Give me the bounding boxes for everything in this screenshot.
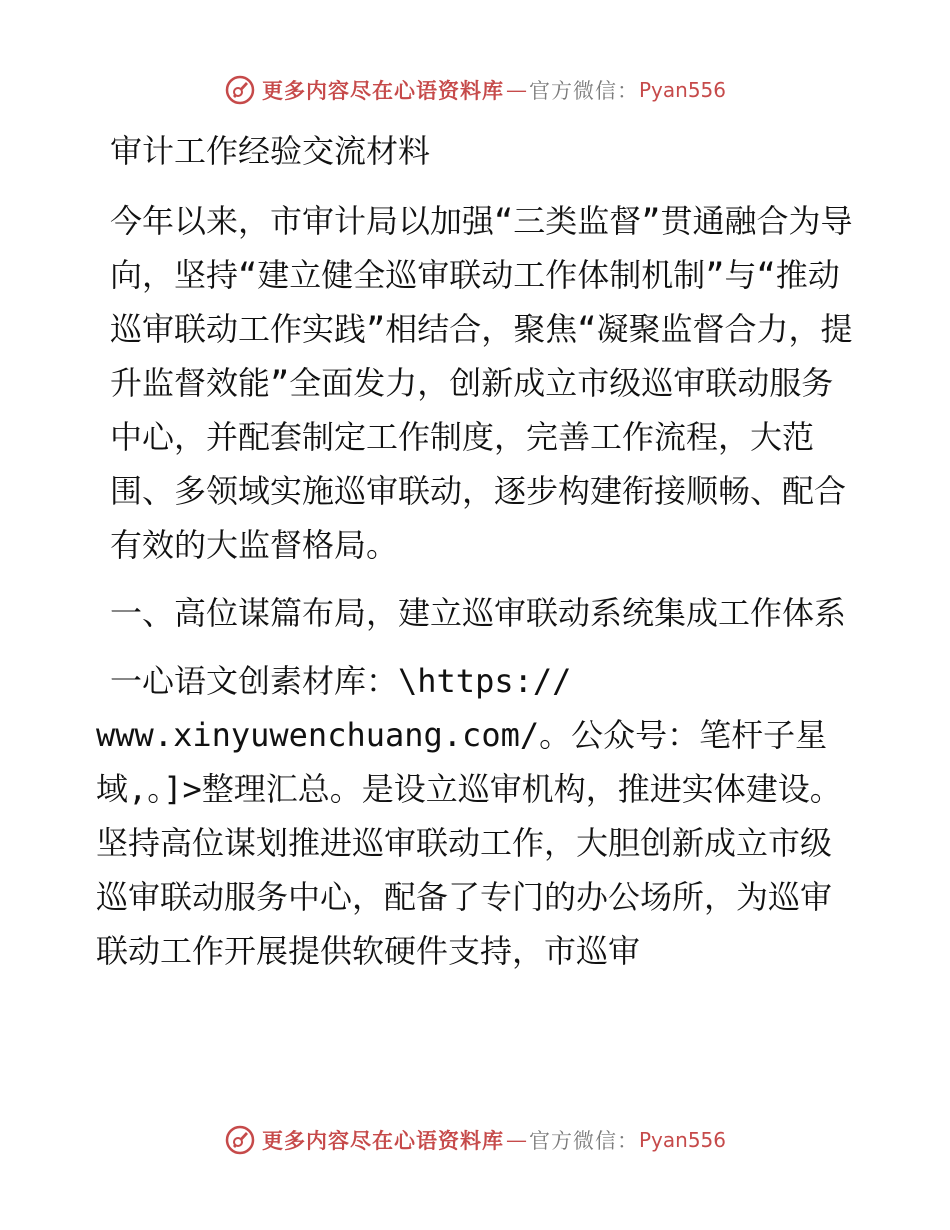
footer-watermark-banner (0, 1120, 950, 1160)
banner-main-text: 更多内容尽在心语资料库 (261, 78, 504, 103)
banner-dash: — (505, 78, 527, 102)
quill-logo-icon (224, 74, 256, 106)
quill-logo-icon (224, 1124, 256, 1156)
banner-wechat-id: Pyan556 (638, 78, 726, 102)
paragraph-line-url: www.xinyuwenchuang.com/。公众号：笔杆子星 (96, 716, 828, 754)
banner-wechat-label: 官方微信： (528, 79, 639, 103)
banner-main-text: 更多内容尽在心语资料库 (261, 1128, 504, 1153)
paragraph-section-1 (96, 654, 856, 978)
document-body (96, 124, 856, 992)
banner-wechat-id: Pyan556 (638, 1128, 726, 1152)
banner-dash: — (505, 1128, 527, 1152)
header-watermark-banner (0, 70, 950, 110)
paragraph-intro: 今年以来，市审计局以加强“三类监督”贯通融合为导向，坚持“建立健全巡审联动工作体制机制”与“推动巡审联动工作实践”相结合，聚焦“凝聚监督合力，提升监督效能”全面发力，创新成立市级巡审联动服务中心，并配套制定工作制度，完善工作流程，大范围、多领域实施巡审联动，逐步构建衔接顺畅、配合有效的大监督格局。 (110, 202, 853, 564)
document-title: 审计工作经验交流材料 (110, 132, 431, 170)
banner-wechat-label: 官方微信： (528, 1129, 639, 1153)
section-heading-1: 一、高位谋篇布局，建立巡审联动系统集成工作体系 (110, 594, 847, 632)
paragraph-line-source: 一心语文创素材库：\https:// (110, 662, 572, 700)
paragraph-body-text: 域,。]>整理汇总。是设立巡审机构，推进实体建设。坚持高位谋划推进巡审联动工作，大胆创新成立市级巡审联动服务中心，配备了专门的办公场所，为巡审联动工作开展提供软硬件支持，市巡审 (96, 770, 842, 970)
